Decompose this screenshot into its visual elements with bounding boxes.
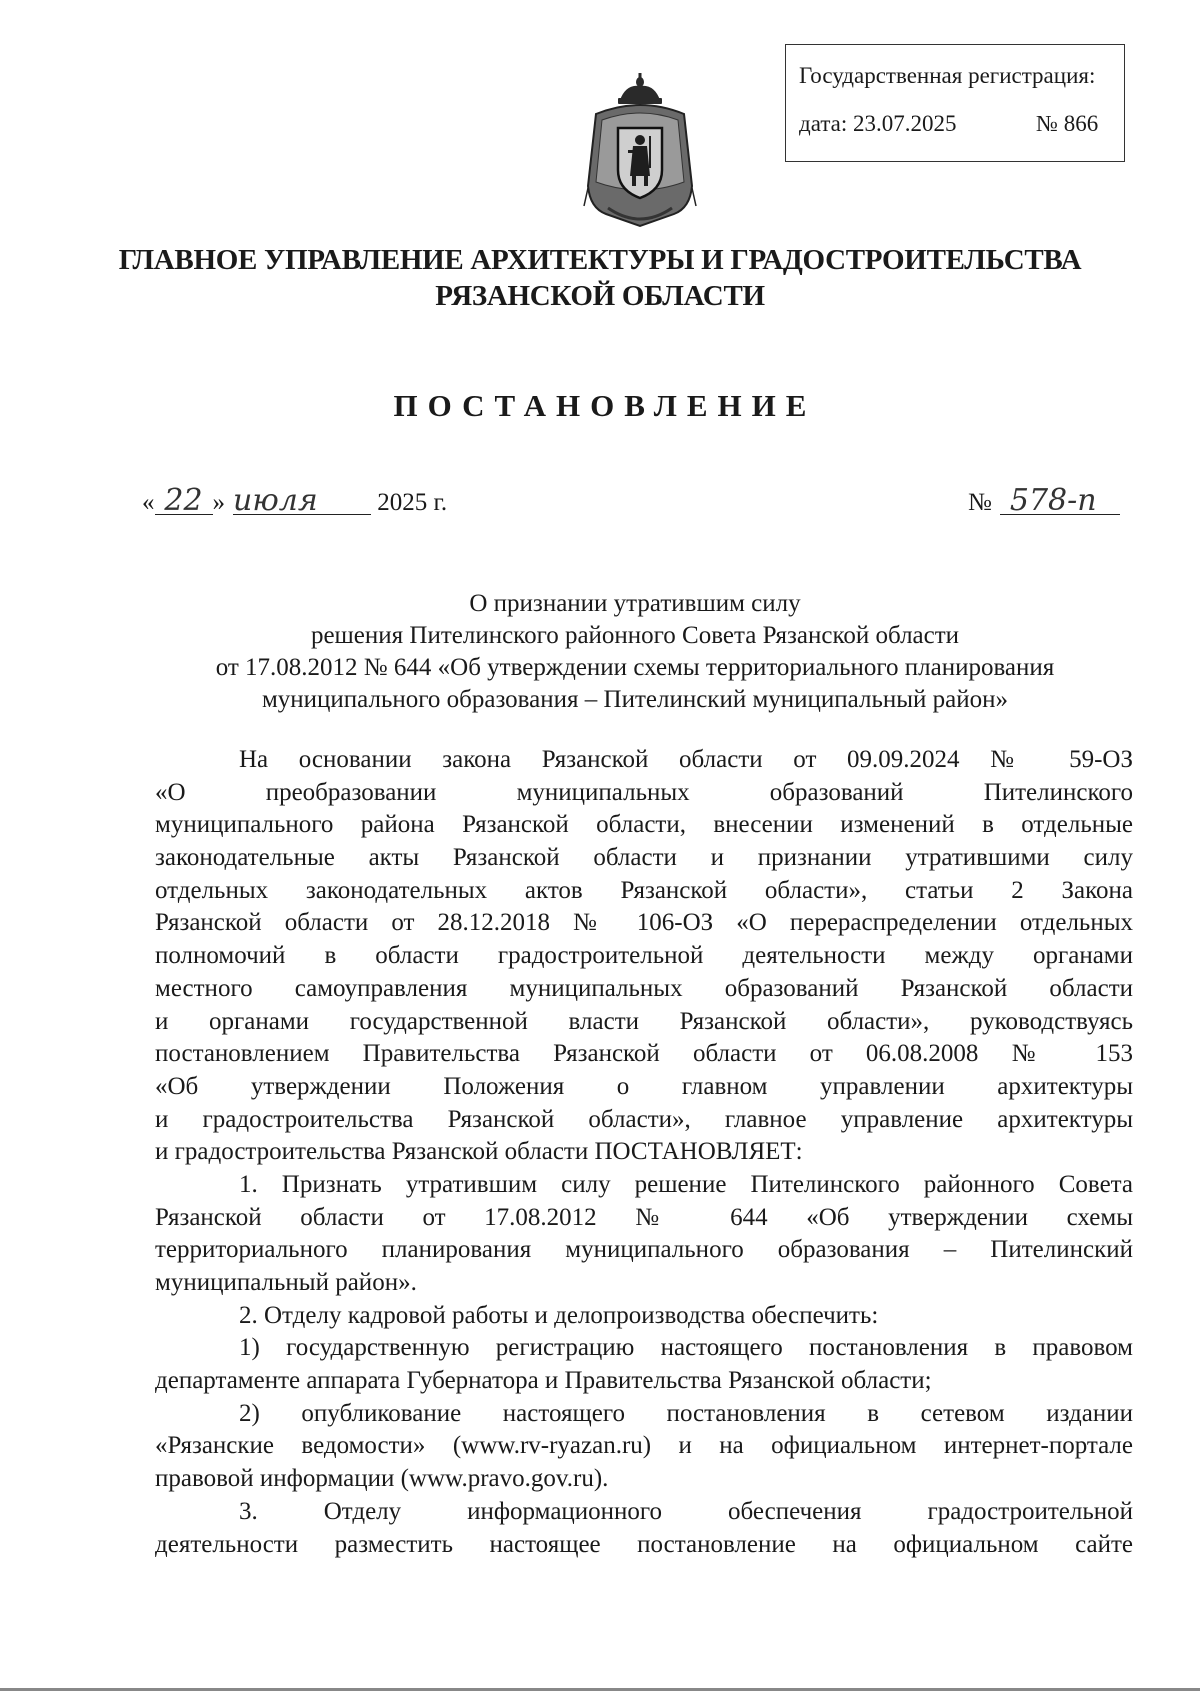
date-open-quote: « xyxy=(142,489,155,516)
body-text-line: 2. Отделу кадровой работы и делопроизводства обеспечить: xyxy=(239,1301,879,1329)
date-day-handwritten: 22 xyxy=(155,488,213,515)
document-body xyxy=(155,744,1133,1561)
registration-stamp xyxy=(785,44,1125,162)
organization-name-line-1: ГЛАВНОЕ УПРАВЛЕНИЕ АРХИТЕКТУРЫ И ГРАДОСТРОИТЕЛЬСТВА xyxy=(118,244,1082,276)
body-text-line: муниципальный район». xyxy=(155,1269,417,1296)
body-text-line: 1) государственную регистрацию настоящего постановления в правовом xyxy=(239,1334,1133,1362)
subject-line: решения Пителинского районного Совета Рязанской области xyxy=(310,622,960,649)
body-text-line: 1. Признать утратившим силу решение Пителинского районного Совета xyxy=(239,1170,1133,1198)
body-text-line: На основании закона Рязанской области от 09.09.2024 № 59-ОЗ xyxy=(239,746,1133,773)
body-text-line: и градостроительства Рязанской области ПОСТАНОВЛЯЕТ: xyxy=(155,1138,803,1166)
document-type-title: ПОСТАНОВЛЕНИЕ xyxy=(393,388,817,423)
date-year: 2025 г. xyxy=(377,489,448,516)
ryazan-coat-of-arms-icon xyxy=(578,70,702,230)
page-bottom-edge xyxy=(0,1688,1200,1691)
body-text-line: муниципального района Рязанской области, внесении изменений в отдельные xyxy=(155,811,1133,839)
organization-name-line-2: РЯЗАНСКОЙ ОБЛАСТИ xyxy=(435,280,765,312)
body-text-line: «Об утверждении Положения о главном управлении архитектуры xyxy=(155,1072,1133,1100)
number-handwritten: 578-п xyxy=(1000,488,1120,515)
body-text-line: постановлением Правительства Рязанской области от 06.08.2008 № 153 xyxy=(155,1040,1133,1068)
body-text-line: Рязанской области от 17.08.2012 № 644 «Об утверждении схемы xyxy=(155,1203,1133,1231)
body-text-line: правовой информации (www.pravo.gov.ru). xyxy=(155,1465,609,1493)
body-text-line: 2) опубликование настоящего постановления в сетевом издании xyxy=(239,1399,1133,1427)
body-text-line: местного самоуправления муниципальных образований Рязанской области xyxy=(155,974,1133,1002)
body-text-line: и градостроительства Рязанской области», главное управление архитектуры xyxy=(155,1105,1133,1133)
subject-line: О признании утратившим силу xyxy=(469,590,801,617)
registration-title: Государственная регистрация: xyxy=(799,63,1096,88)
body-text-line: территориального планирования муниципального образования – Пителинский xyxy=(155,1236,1133,1264)
body-text-line: департаменте аппарата Губернатора и Правительства Рязанской области; xyxy=(155,1367,932,1395)
document-date xyxy=(142,483,448,518)
date-month-handwritten: июля xyxy=(233,488,371,515)
body-text-line: 3. Отделу информационного обеспечения градостроительной xyxy=(239,1497,1133,1525)
document-number xyxy=(968,483,1120,518)
body-text-line: «Рязанские ведомости» (www.rv-ryazan.ru) и на официальном интернет-портале xyxy=(155,1432,1133,1460)
body-text-line: деятельности разместить настоящее постановление на официальном сайте xyxy=(155,1530,1133,1558)
body-text-line: и органами государственной власти Рязанской области», руководствуясь xyxy=(155,1007,1133,1035)
registration-date: дата: 23.07.2025 xyxy=(799,111,957,136)
date-close-quote: » xyxy=(212,489,225,516)
body-text-line: полномочий в области градостроительной деятельности между органами xyxy=(155,942,1133,970)
document-subject xyxy=(140,588,1130,716)
body-text-line: законодательные акты Рязанской области и признании утратившими силу xyxy=(155,844,1133,872)
registration-number: № 866 xyxy=(1036,111,1099,136)
body-text-line: отдельных законодательных актов Рязанской области», статьи 2 Закона xyxy=(155,876,1133,904)
subject-line: от 17.08.2012 № 644 «Об утверждении схемы территориального планирования xyxy=(215,654,1055,681)
number-prefix: № xyxy=(968,489,992,516)
subject-line: муниципального образования – Пителинский муниципальный район» xyxy=(261,686,1009,713)
body-text-line: Рязанской области от 28.12.2018 № 106-ОЗ «О перераспределении отдельных xyxy=(155,909,1133,937)
body-text-line: «О преобразовании муниципальных образований Пителинского xyxy=(155,778,1133,806)
